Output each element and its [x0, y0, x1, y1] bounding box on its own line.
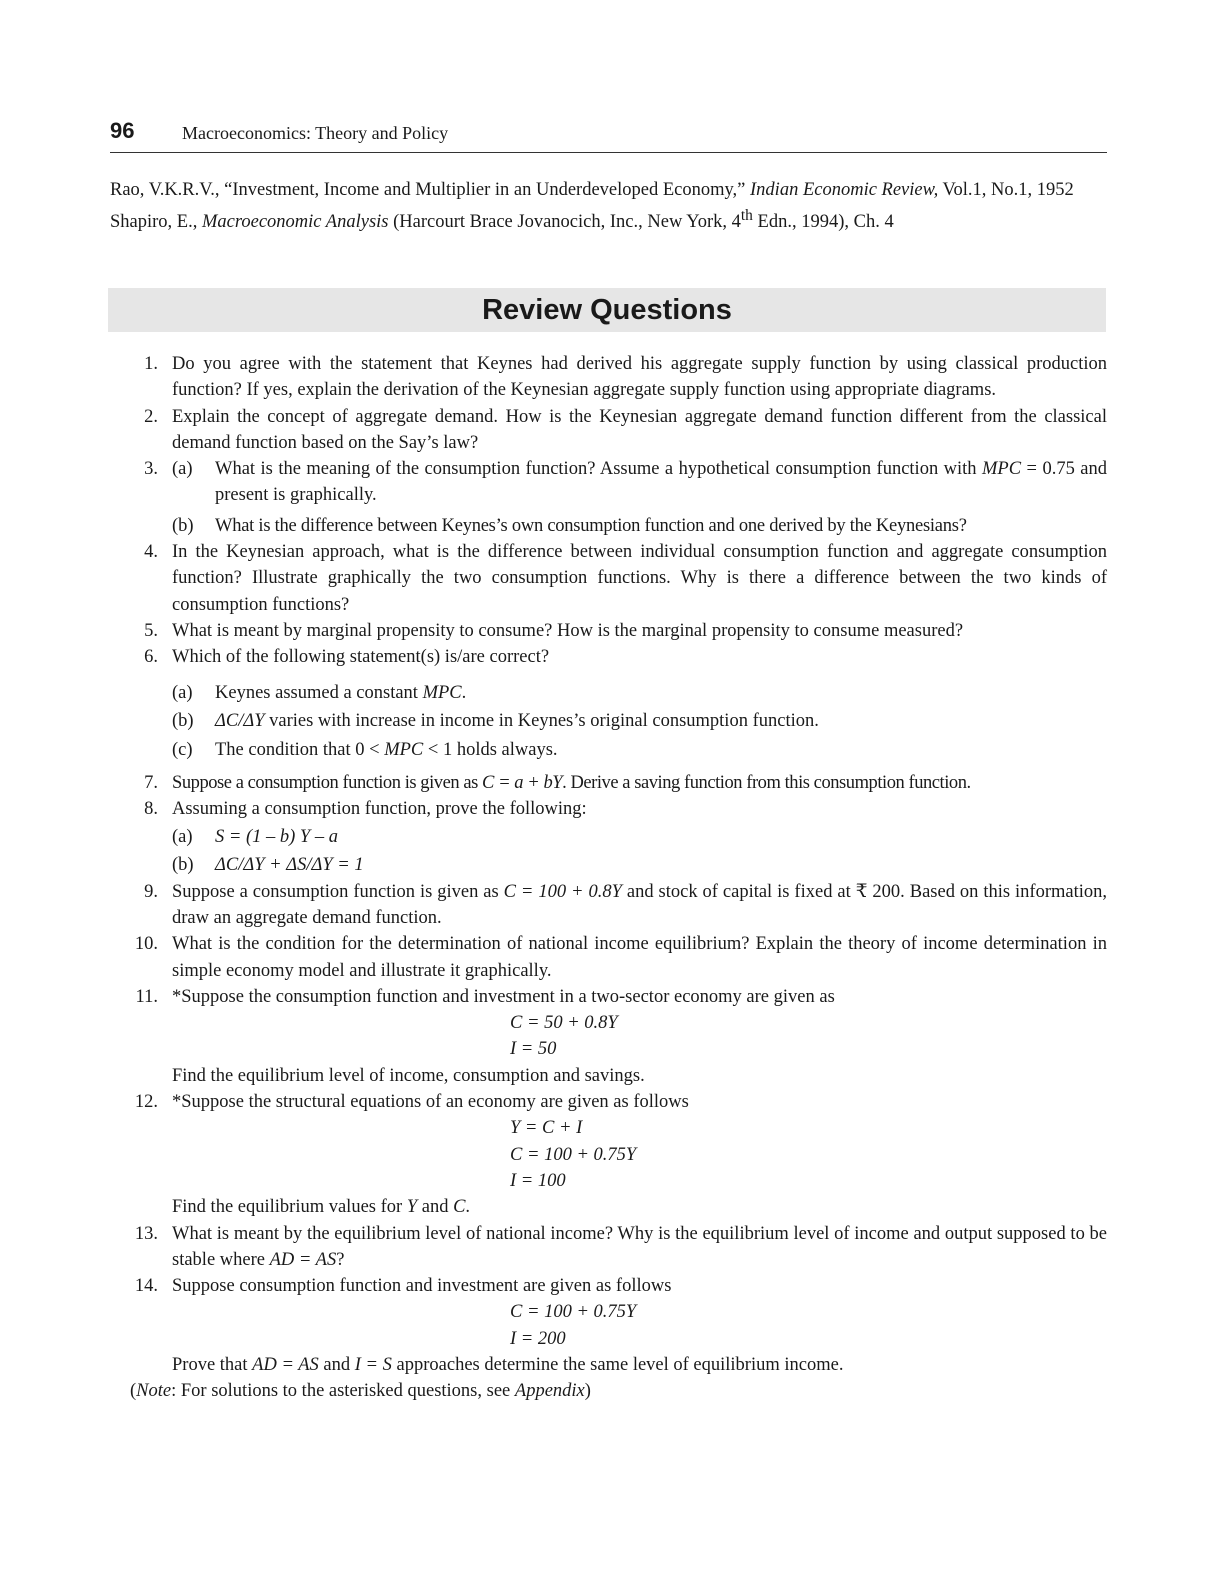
equation: I = 50: [510, 1039, 557, 1060]
question-12-instruction: Find the equilibrium values for Y and C.: [172, 1197, 471, 1218]
question-2: 2. Explain the concept of aggregate demand. How is the Keynesian aggregate demand function different from the classical demand function based on the Say’s law?: [144, 406, 1107, 453]
references: [110, 177, 1110, 235]
equation: C = 100 + 0.75Y: [510, 1144, 637, 1165]
reference-shapiro: Shapiro, E., Macroeconomic Analysis (Harcourt Brace Jovanocich, Inc., New York, 4th Edn., 1994), Ch. 4: [110, 207, 894, 233]
question-8b: (b) ΔC/ΔY + ΔS/ΔY = 1: [172, 854, 364, 875]
section-banner: [108, 288, 1106, 332]
question-4: 4. In the Keynesian approach, what is the difference between individual consumption function and aggregate consumption function? Illustrate graphically the two consumption functions. Why is there a difference between the two kinds of consumption functions?: [144, 542, 1107, 615]
question-6a: (a) Keynes assumed a constant MPC.: [172, 682, 467, 703]
question-11-instruction: Find the equilibrium level of income, consumption and savings.: [172, 1065, 645, 1086]
question-6: 6. Which of the following statement(s) is/are correct? (a) Keynes assumed a constant MPC. (b) ΔC/ΔY varies with increase in income in Keynes’s original consumption function. (c) The condition that 0 < MPC < 1 holds always.: [110, 644, 1107, 764]
equation: I = 200: [510, 1328, 566, 1349]
question-14-instruction: Prove that AD = AS and I = S approaches determine the same level of equilibrium income.: [172, 1355, 844, 1375]
question-list: [110, 351, 1107, 1405]
question-9: 9. Suppose a consumption function is given as C = 100 + 0.8Y and stock of capital is fixed at ₹ 200. Based on this information, draw an aggregate demand function.: [144, 881, 1107, 928]
question-7: 7. Suppose a consumption function is given as C = a + bY. Derive a saving function from this consumption function.: [144, 773, 971, 794]
question-10: 10. What is the condition for the determination of national income equilibrium? Explain the theory of income determination in simple economy model and illustrate it graphically.: [134, 934, 1107, 981]
reference-rao: Rao, V.K.R.V., “Investment, Income and Multiplier in an Underdeveloped Economy,” Indian Economic Review, Vol.1, No.1, 1952: [110, 180, 1074, 200]
question-3: 3. (a) What is the meaning of the consumption function? Assume a hypothetical consumption function with MPC = 0.75 and present is graphically. (b) What is the difference between Keynes’s own consumption function and one derived by the Keynesians?: [110, 456, 1107, 539]
page-number: 96: [110, 118, 135, 143]
equation: C = 50 + 0.8Y: [510, 1013, 618, 1034]
question-1: 1. Do you agree with the statement that Keynes had derived his aggregate supply function by using classical production function? If yes, explain the derivation of the Keynesian aggregate supply function using appropriate diagrams.: [144, 354, 1107, 401]
question-13: 13. What is meant by the equilibrium level of national income? Why is the equilibrium level of income and output supposed to be stable where AD = AS?: [134, 1223, 1107, 1270]
question-8a: (a) S = (1 – b) Y – a: [172, 826, 338, 847]
question-3b: (b) What is the difference between Keynes’s own consumption function and one derived by the Keynesians?: [172, 515, 967, 536]
question-12: 12. *Suppose the structural equations of an economy are given as follows Y = C + I C = 100 + 0.75Y I = 100 Find the equilibrium values for Y and C.: [110, 1089, 1107, 1220]
section-title: Review Questions: [482, 294, 732, 326]
appendix-note: (Note: For solutions to the asterisked questions, see Appendix): [130, 1381, 591, 1402]
question-11: 11. *Suppose the consumption function and investment in a two-sector economy are given as C = 50 + 0.8Y I = 50 Find the equilibrium level of income, consumption and savings.: [110, 984, 1107, 1089]
question-8: 8. Assuming a consumption function, prove the following: (a) S = (1 – b) Y – a (b) ΔC/ΔY + ΔS/ΔY = 1: [110, 796, 1107, 878]
question-5: 5. What is meant by marginal propensity to consume? How is the marginal propensity to consume measured?: [144, 620, 964, 641]
question-6-options: [172, 679, 1107, 765]
book-title: Macroeconomics: Theory and Policy: [182, 123, 449, 143]
question-6b: (b) ΔC/ΔY varies with increase in income in Keynes’s original consumption function.: [172, 711, 819, 732]
equation: I = 100: [510, 1170, 566, 1191]
question-3a: (a) What is the meaning of the consumption function? Assume a hypothetical consumption function with MPC = 0.75 and present is graphically.: [172, 459, 1107, 506]
question-6c: (c) The condition that 0 < MPC < 1 holds always.: [172, 739, 558, 760]
question-14: 14. Suppose consumption function and investment are given as follows C = 100 + 0.75Y I = 200 Prove that AD = AS and I = S approaches determine the same level of equilibrium income.: [110, 1273, 1107, 1378]
equation: C = 100 + 0.75Y: [510, 1302, 637, 1323]
page-header: [110, 118, 1107, 153]
equation: Y = C + I: [510, 1118, 583, 1139]
